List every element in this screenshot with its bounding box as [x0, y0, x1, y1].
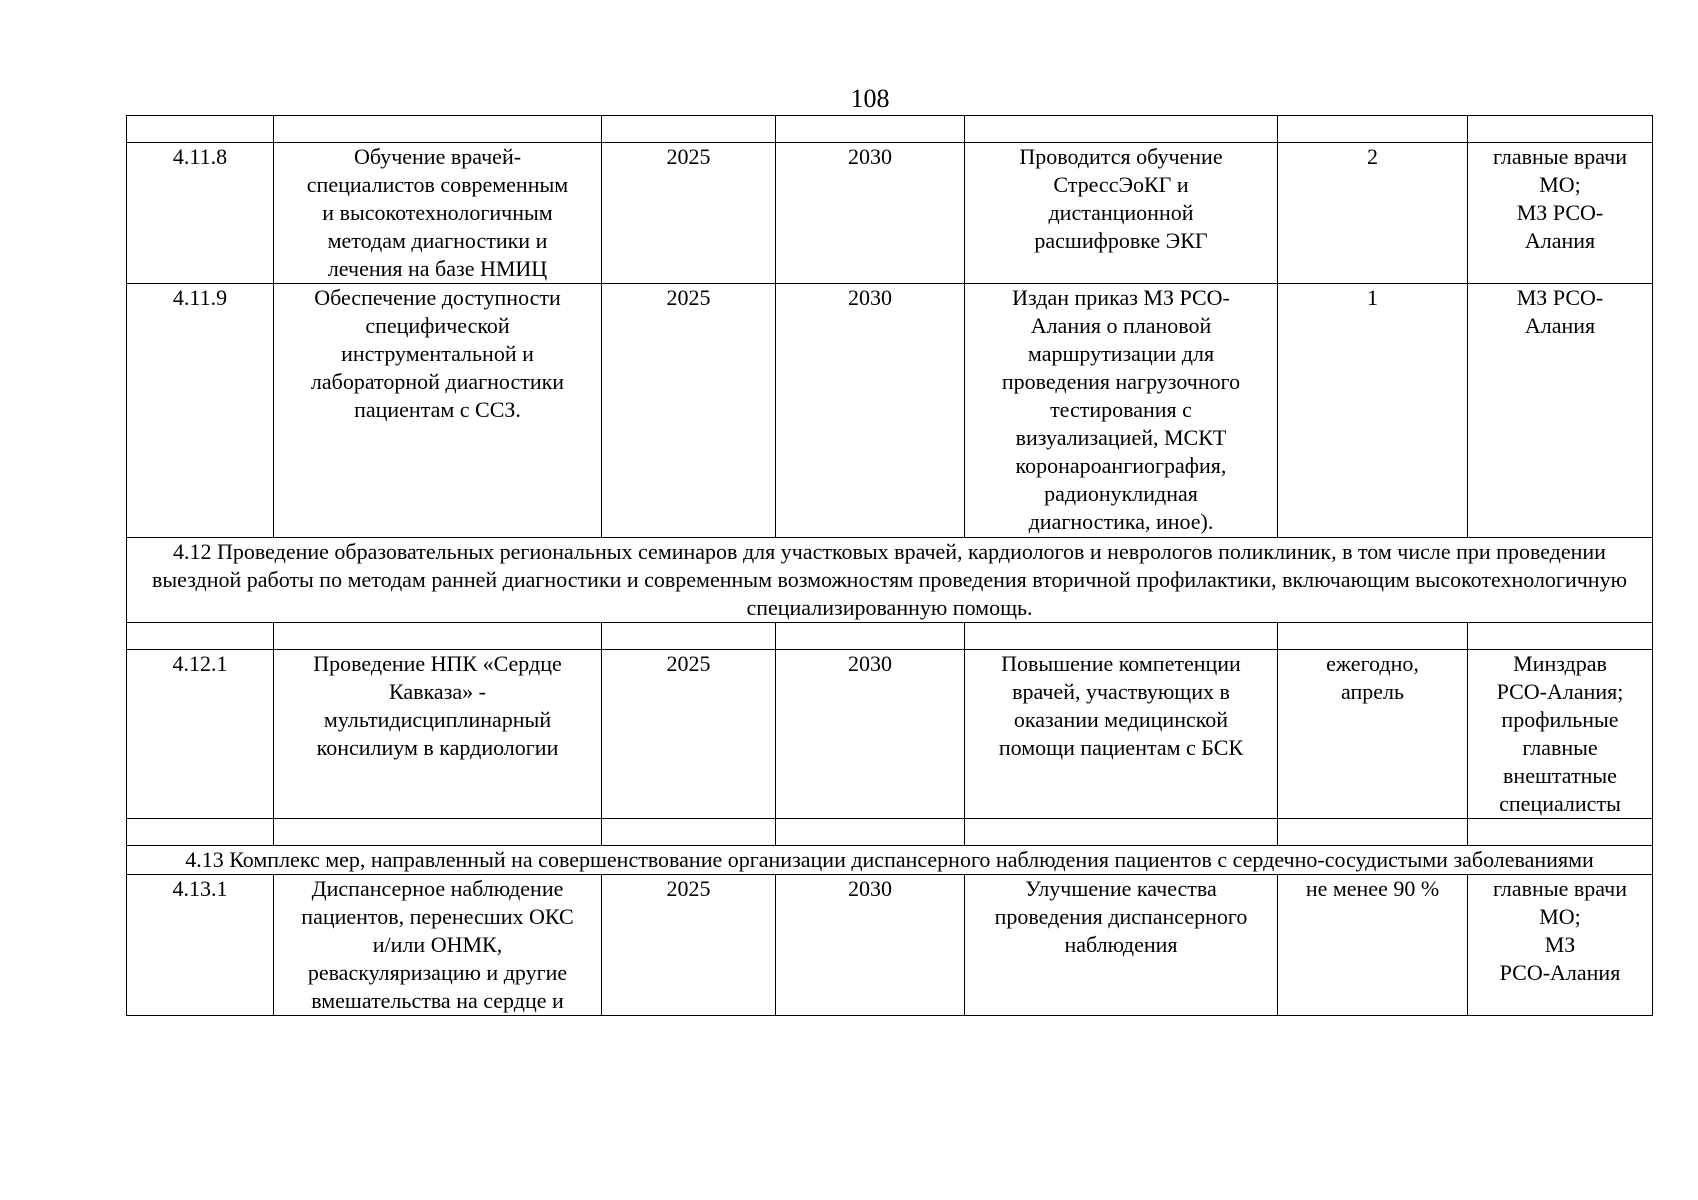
item-number: 4.11.8: [127, 143, 274, 284]
empty-cell: [1468, 623, 1653, 650]
empty-cell: [776, 116, 965, 143]
end-year: 2030: [776, 875, 965, 1016]
table-row: [127, 650, 1653, 819]
indicator-value: 2: [1278, 143, 1468, 284]
expected-result: Издан приказ МЗ РСО- Алания о плановой маршрутизации для проведения нагрузочного тестирования с визуализацией, МСКТ коронароангиография, радионуклидная диагностика, иное).: [965, 284, 1278, 538]
empty-cell: [1278, 623, 1468, 650]
section-heading: 4.12 Проведение образовательных региональных семинаров для участковых врачей, кардиологов и неврологов поликлиник, в том числе при проведении выездной работы по методам ранней диагностики и современным возможностям проведения вторичной профилактики, включающим высокотехнологичную специализированную помощь.: [127, 538, 1653, 623]
empty-cell: [1468, 116, 1653, 143]
empty-cell: [965, 623, 1278, 650]
end-year: 2030: [776, 650, 965, 819]
table-row: [127, 284, 1653, 538]
empty-cell: [127, 116, 274, 143]
expected-result: Проводится обучение СтрессЭоКГ и дистанционной расшифровке ЭКГ: [965, 143, 1278, 284]
activity-name: Диспансерное наблюдение пациентов, перенесших ОКС и/или ОНМК, реваскуляризацию и другие вмешательства на сердце и: [274, 875, 602, 1016]
activity-name: Обеспечение доступности специфической инструментальной и лабораторной диагностики пациентам с ССЗ.: [274, 284, 602, 538]
indicator-value: ежегодно, апрель: [1278, 650, 1468, 819]
responsible-party: Минздрав РСО-Алания; профильные главные внештатные специалисты: [1468, 650, 1653, 819]
item-number: 4.13.1: [127, 875, 274, 1016]
empty-cell: [602, 116, 776, 143]
empty-cell: [965, 116, 1278, 143]
empty-cell: [127, 819, 274, 846]
start-year: 2025: [602, 650, 776, 819]
empty-cell: [274, 623, 602, 650]
table-row: [127, 819, 1653, 846]
end-year: 2030: [776, 143, 965, 284]
empty-cell: [274, 116, 602, 143]
expected-result: Повышение компетенции врачей, участвующих в оказании медицинской помощи пациентам с БСК: [965, 650, 1278, 819]
empty-cell: [776, 623, 965, 650]
expected-result: Улучшение качества проведения диспансерного наблюдения: [965, 875, 1278, 1016]
empty-cell: [602, 623, 776, 650]
start-year: 2025: [602, 143, 776, 284]
table-row: [127, 143, 1653, 284]
indicator-value: 1: [1278, 284, 1468, 538]
empty-cell: [1278, 116, 1468, 143]
empty-cell: [127, 623, 274, 650]
activity-name: Обучение врачей- специалистов современным и высокотехнологичным методам диагностики и лечения на базе НМИЦ: [274, 143, 602, 284]
section-row: [127, 846, 1653, 875]
activity-name: Проведение НПК «Сердце Кавказа» - мультидисциплинарный консилиум в кардиологии: [274, 650, 602, 819]
table-row: [127, 875, 1653, 1016]
end-year: 2030: [776, 284, 965, 538]
empty-cell: [776, 819, 965, 846]
empty-cell: [1278, 819, 1468, 846]
section-heading: 4.13 Комплекс мер, направленный на совершенствование организации диспансерного наблюдения пациентов с сердечно-сосудистыми заболеваниями: [127, 846, 1653, 875]
empty-cell: [602, 819, 776, 846]
section-row: [127, 538, 1653, 623]
item-number: 4.11.9: [127, 284, 274, 538]
empty-cell: [1468, 819, 1653, 846]
table-row: [127, 623, 1653, 650]
responsible-party: МЗ РСО- Алания: [1468, 284, 1653, 538]
responsible-party: главные врачи МО; МЗ РСО-Алания: [1468, 875, 1653, 1016]
empty-cell: [965, 819, 1278, 846]
empty-cell: [274, 819, 602, 846]
page-number: 108: [850, 84, 890, 113]
indicator-value: не менее 90 %: [1278, 875, 1468, 1016]
measures-table: [126, 115, 1653, 1016]
responsible-party: главные врачи МО; МЗ РСО- Алания: [1468, 143, 1653, 284]
table-row: [127, 116, 1653, 143]
start-year: 2025: [602, 875, 776, 1016]
start-year: 2025: [602, 284, 776, 538]
item-number: 4.12.1: [127, 650, 274, 819]
